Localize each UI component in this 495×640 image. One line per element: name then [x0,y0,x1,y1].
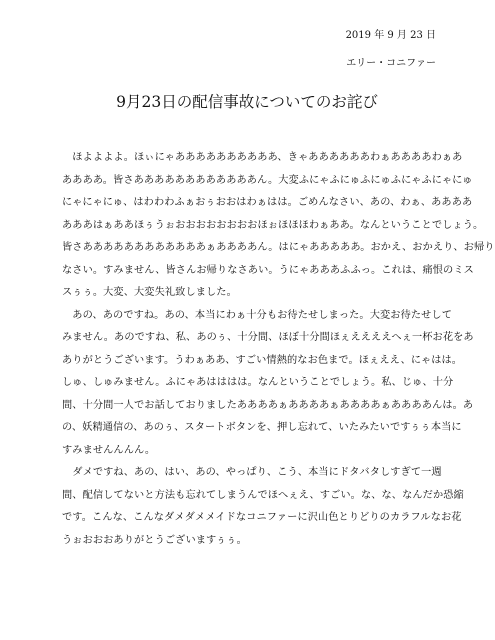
body-line: です。こんな、こんなダメダメメイドなコニファーに沢山色とりどりのカラフルなお花 [62,512,462,523]
body-line: あの、あのですね。あの、本当にわぁ十分もお待たせしまった。大変お待たせして [62,309,453,321]
body-line: 間、十分間一人でお話しておりましたああああぁああああぁああああぁああああんは。あ [62,399,474,411]
body-line: ほよよよよ。ほぃにゃああああああああああ、きゃああああああわぁああああわぁあ [62,152,463,163]
document-date: 2019 年 9 月 23 日 [345,30,436,41]
body-line: うぉおおおありがとうございますぅぅ。 [62,534,247,546]
document-title: 9月23日の配信事故についてのお詫び [116,93,378,111]
body-line: ダメですね、あの、はい、あの、やっぱり、こう、本当にドタバタしすぎて一週 [62,467,442,478]
body-line: すみませんんんん。 [62,444,156,456]
body-line: スぅぅ。大変、大変失礼致しました。 [62,287,237,298]
document-body [62,147,495,552]
document-author: エリー・コニファー [346,58,436,69]
body-line: ありがとうございます。うわぁああ、すごい情熱的なお色まで。ほぇええ、にゃはは。 [62,354,463,366]
body-line: にゃにゃにゅ、はわわわふぁおぅおおはわぁはは。ごめんなさい、あの、わぁ、ああああ [62,197,473,208]
body-line: の、妖精通信の、あのぅ、スタートボタンを、押し忘れて、いたみたいですぅぅ本当に [62,422,462,433]
body-line: あああはぁああほぅうぉおおおおおおおおほぉほほほわぁああ。なんということでしょう。 [62,219,484,231]
body-line: みません。あのですね、私、あのぅ、十分間、ほぼ十分間ほぇええええへぇ一杯お花をあ [62,332,474,343]
body-line: しゅ、しゅみません。ふにゃあはははは。なんということでしょう。私、じゅ、十分 [62,377,454,388]
body-line: なさい。すみません、皆さんお帰りなさあい。うにゃあああふふっ。これは、痛恨のミス [62,264,474,276]
body-line: ああああ。皆さああああああああああああん。大変ふにゃふにゅふにゅふにゃふにゃにゅ [62,174,473,186]
body-line: 皆さああああああああああああぁああああん。はにゃあああああ。おかえ、おかえり、お帰り [62,242,495,253]
body-line: 間、配信してないと方法も忘れてしまうんでほへぇえ、すごい。な、な、なんだか恐縮 [62,489,464,501]
